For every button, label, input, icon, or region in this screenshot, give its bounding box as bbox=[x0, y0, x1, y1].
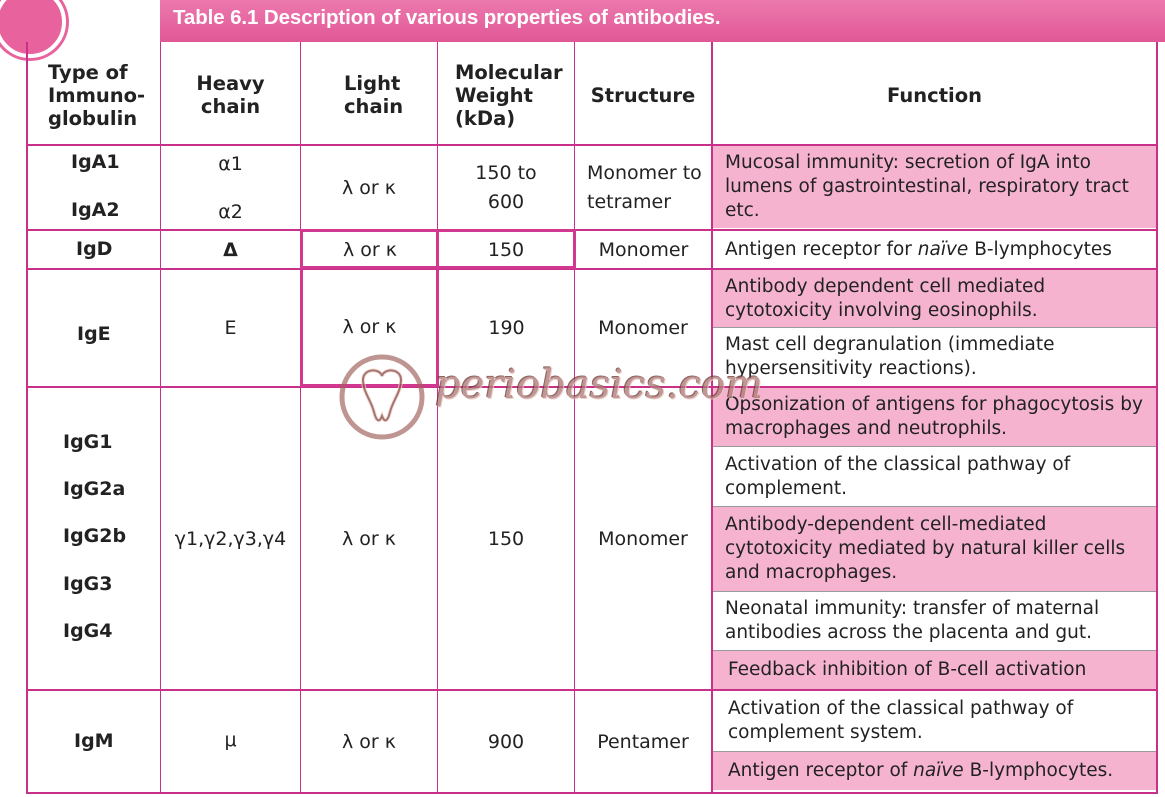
function-ige-1: Antibody dependent cell mediated cytotoxicity involving eosinophils. bbox=[725, 275, 1046, 321]
mw-igg: 150 bbox=[487, 527, 525, 550]
type-igg1: IgG1 bbox=[63, 431, 113, 453]
heavy-iga2: α2 bbox=[218, 201, 243, 223]
function-igg-2: Activation of the classical pathway of complement. bbox=[725, 453, 1071, 499]
type-igm: IgM bbox=[74, 730, 114, 752]
tooth-logo-icon bbox=[335, 350, 430, 445]
header-structure: Structure bbox=[590, 83, 696, 107]
type-igg4: IgG4 bbox=[63, 620, 113, 642]
header-heavy-chain: Heavy chain bbox=[196, 72, 265, 118]
type-igd: IgD bbox=[76, 238, 113, 260]
header-function: Function bbox=[887, 83, 982, 107]
structure-ige: Monomer bbox=[598, 317, 688, 339]
watermark-text: periobasics.com bbox=[435, 362, 764, 408]
function-igg-5: Feedback inhibition of B-cell activation bbox=[728, 659, 1087, 680]
type-igg2b: IgG2b bbox=[63, 525, 127, 547]
header-molecular-weight: Molecular Weight (kDa) bbox=[455, 60, 563, 130]
table-title: Table 6.1 Description of various properties of antibodies. bbox=[173, 6, 721, 29]
function-igg-4: Neonatal immunity: transfer of maternal antibodies across the placenta and gut. bbox=[725, 598, 1100, 643]
light-igg: λ or κ bbox=[342, 527, 396, 550]
structure-igd: Monomer bbox=[598, 238, 689, 261]
light-iga: λ or κ bbox=[342, 176, 396, 199]
function-igm-2: Antigen receptor of naïve B-lymphocytes. bbox=[728, 760, 1114, 781]
light-ige: λ or κ bbox=[342, 316, 397, 338]
structure-igm: Pentamer bbox=[597, 730, 689, 753]
structure-iga: Monomer to tetramer bbox=[587, 161, 702, 213]
heavy-igd: Δ bbox=[223, 239, 238, 261]
type-iga2: IgA2 bbox=[71, 199, 120, 221]
function-ige-2: Mast cell degranulation (immediate hypersensitivity reactions). bbox=[725, 334, 1055, 379]
light-igd: λ or κ bbox=[343, 238, 397, 261]
function-igg-1: Opsonization of antigens for phagocytosis by macrophages and neutrophils. bbox=[725, 394, 1143, 439]
title-bar bbox=[160, 0, 1165, 42]
header-type: Type of Immuno-globulin bbox=[48, 60, 146, 130]
structure-igg: Monomer bbox=[598, 527, 688, 550]
mw-iga: 150 to 600 bbox=[475, 161, 537, 213]
header-light-chain: Light chain bbox=[344, 72, 404, 118]
type-igg2a: IgG2a bbox=[63, 478, 126, 500]
type-iga1: IgA1 bbox=[71, 151, 120, 173]
type-ige: IgE bbox=[77, 323, 111, 345]
mw-igm: 900 bbox=[487, 730, 525, 753]
heavy-ige: E bbox=[224, 317, 237, 339]
light-igm: λ or κ bbox=[342, 730, 396, 753]
mw-ige: 190 bbox=[488, 317, 525, 339]
function-igm-1: Activation of the classical pathway of complement system. bbox=[728, 698, 1074, 743]
function-igg-3: Antibody-dependent cell-mediated cytotoxicity mediated by natural killer cells and macrophages. bbox=[725, 514, 1126, 583]
heavy-igm: μ bbox=[224, 729, 237, 751]
function-iga: Mucosal immunity: secretion of IgA into lumens of gastrointestinal, respiratory tract etc. bbox=[725, 152, 1129, 221]
mw-igd: 150 bbox=[487, 238, 525, 261]
heavy-igg: γ1,γ2,γ3,γ4 bbox=[174, 527, 287, 550]
watermark bbox=[335, 350, 764, 450]
heavy-iga1: α1 bbox=[218, 153, 243, 175]
function-igd: Antigen receptor for naïve B-lymphocytes bbox=[725, 238, 1112, 260]
type-igg3: IgG3 bbox=[63, 573, 113, 595]
